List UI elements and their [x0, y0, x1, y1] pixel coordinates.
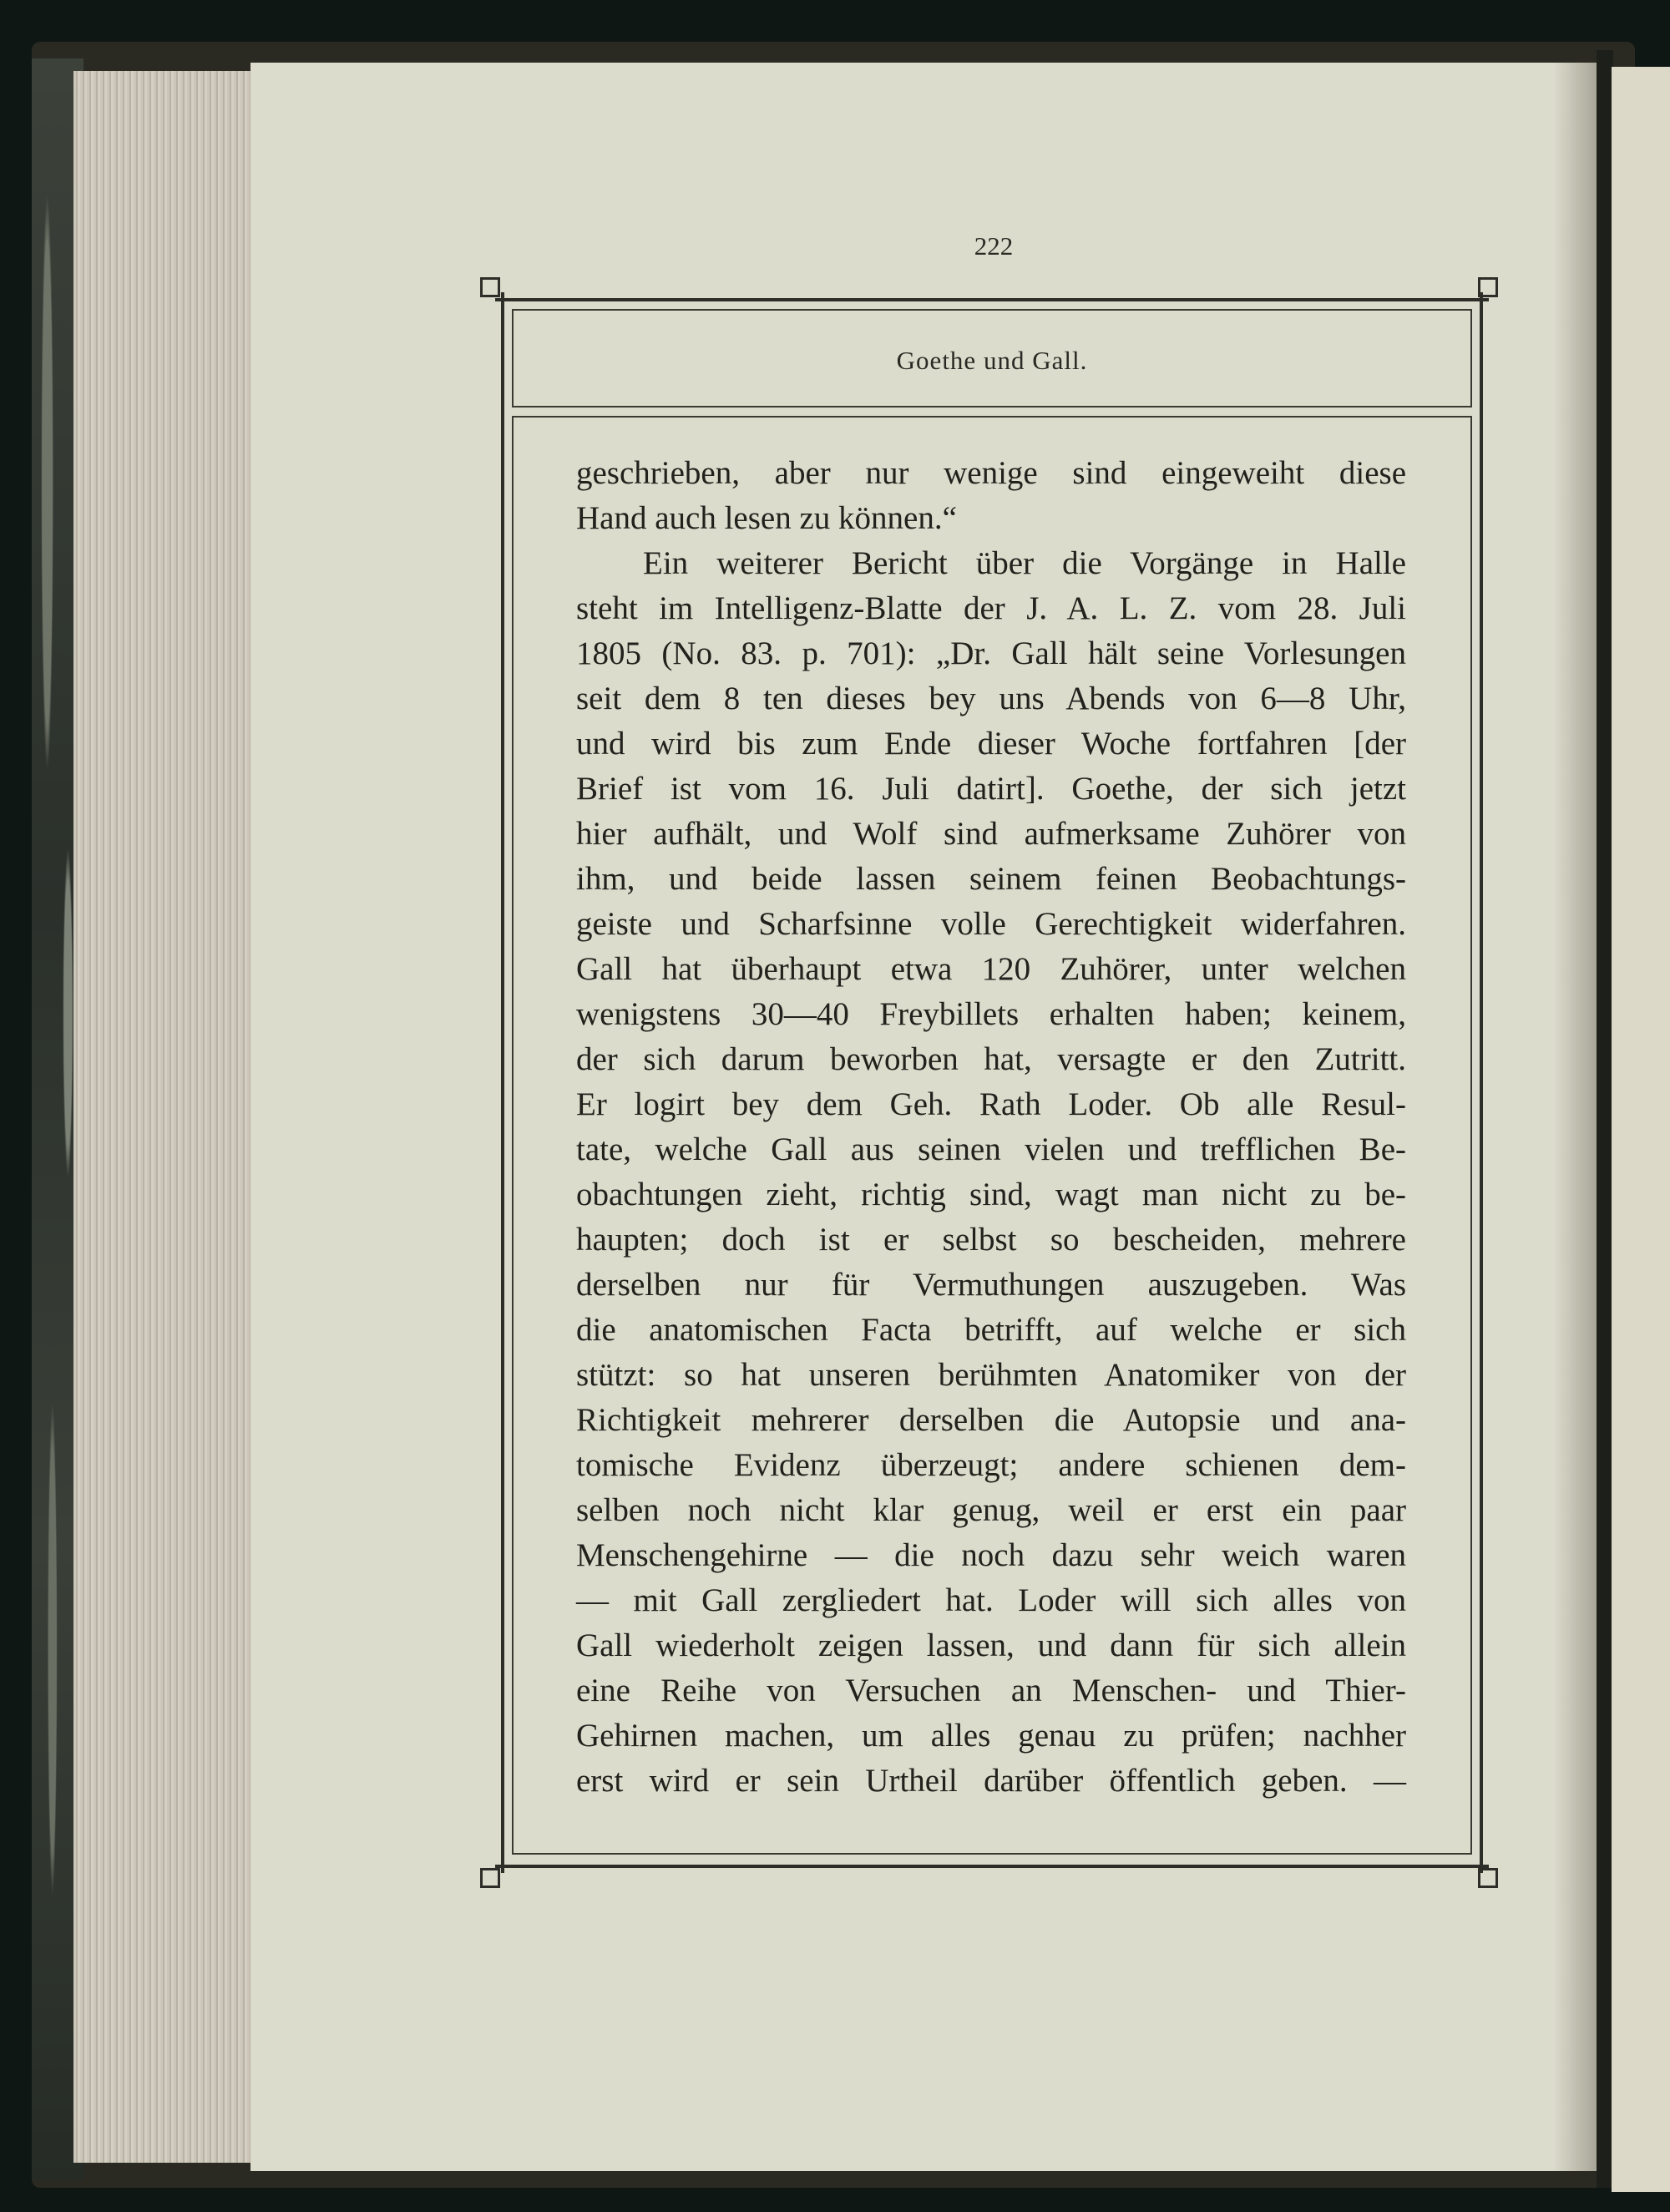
text-line: — mit Gall zergliedert hat. Loder will sich alles von [576, 1582, 1406, 1618]
text-line: 1805 (No. 83. p. 701): „Dr. Gall hält seine Vorlesungen [576, 635, 1406, 671]
text-line: tomische Evidenz überzeugt; andere schienen dem- [576, 1447, 1406, 1483]
text-line: Gall hat überhaupt etwa 120 Zuhörer, unter welchen [576, 951, 1406, 987]
text-line: derselben nur für Vermuthungen auszugeben. Was [576, 1267, 1406, 1303]
frame-corner-bottom-left [480, 1868, 500, 1888]
frame-left-rule [501, 292, 504, 1873]
text-line: wenigstens 30—40 Freybillets erhalten haben; keinem, [576, 996, 1406, 1032]
text-line: Menschengehirne — die noch dazu sehr weich waren [576, 1537, 1406, 1573]
frame-bottom-rule [495, 1865, 1489, 1868]
frame-right-rule [1480, 292, 1483, 1873]
text-line: tate, welche Gall aus seinen vielen und trefflichen Be- [576, 1131, 1406, 1167]
text-line: und wird bis zum Ende dieser Woche fortfahren [der [576, 726, 1406, 762]
text-line: obachtungen zieht, richtig sind, wagt man nicht zu be- [576, 1177, 1406, 1212]
text-line: Gehirnen machen, um alles genau zu prüfen; nachher [576, 1718, 1406, 1754]
text-line: seit dem 8 ten dieses bey uns Abends von 6—8 Uhr, [576, 681, 1406, 716]
text-line: stützt: so hat unseren berühmten Anatomiker von der [576, 1357, 1406, 1393]
frame-top-rule [495, 298, 1489, 301]
text-line: steht im Intelligenz-Blatte der J. A. L. Z. vom 28. Juli [576, 590, 1406, 626]
text-line: selben noch nicht klar genug, weil er erst ein paar [576, 1492, 1406, 1528]
text-line: geschrieben, aber nur wenige sind eingeweiht diese [576, 455, 1406, 491]
running-head-box [512, 309, 1472, 407]
text-line: geiste und Scharfsinne volle Gerechtigkeit widerfahren. [576, 906, 1406, 942]
binding-gap [1597, 50, 1613, 2188]
frame-corner-bottom-right [1478, 1868, 1498, 1888]
frame-corner-top-left [480, 277, 500, 297]
frame-corner-top-right [1478, 277, 1498, 297]
page-number: 222 [974, 231, 1014, 261]
text-line: hier aufhält, und Wolf sind aufmerksame Zuhörer von [576, 816, 1406, 852]
text-line: Er logirt bey dem Geh. Rath Loder. Ob alle Resul- [576, 1086, 1406, 1122]
running-head: Goethe und Gall. [896, 346, 1088, 375]
text-line: eine Reihe von Versuchen an Menschen- und Thier- [576, 1673, 1406, 1708]
page-gutter-shadow [1553, 63, 1597, 2171]
text-line: Ein weiterer Bericht über die Vorgänge in Halle [643, 545, 1406, 581]
body-text [576, 451, 1406, 1804]
page-edges [73, 71, 253, 2163]
text-line: Gall wiederholt zeigen lassen, und dann für sich allein [576, 1627, 1406, 1663]
text-line: Hand auch lesen zu können.“ [576, 500, 957, 536]
text-line: Richtigkeit mehrerer derselben die Autopsie und ana- [576, 1402, 1406, 1438]
text-line: Brief ist vom 16. Juli datirt]. Goethe, der sich jetzt [576, 771, 1406, 807]
text-line: ihm, und beide lassen seinem feinen Beobachtungs- [576, 861, 1406, 897]
text-line: die anatomischen Facta betrifft, auf welche er sich [576, 1312, 1406, 1348]
text-line: der sich darum beworben hat, versagte er den Zutritt. [576, 1041, 1406, 1077]
text-line: erst wird er sein Urtheil darüber öffentlich geben. — [576, 1763, 1406, 1799]
text-line: haupten; doch ist er selbst so bescheiden, mehrere [576, 1222, 1406, 1258]
facing-page-edge [1612, 67, 1670, 2192]
